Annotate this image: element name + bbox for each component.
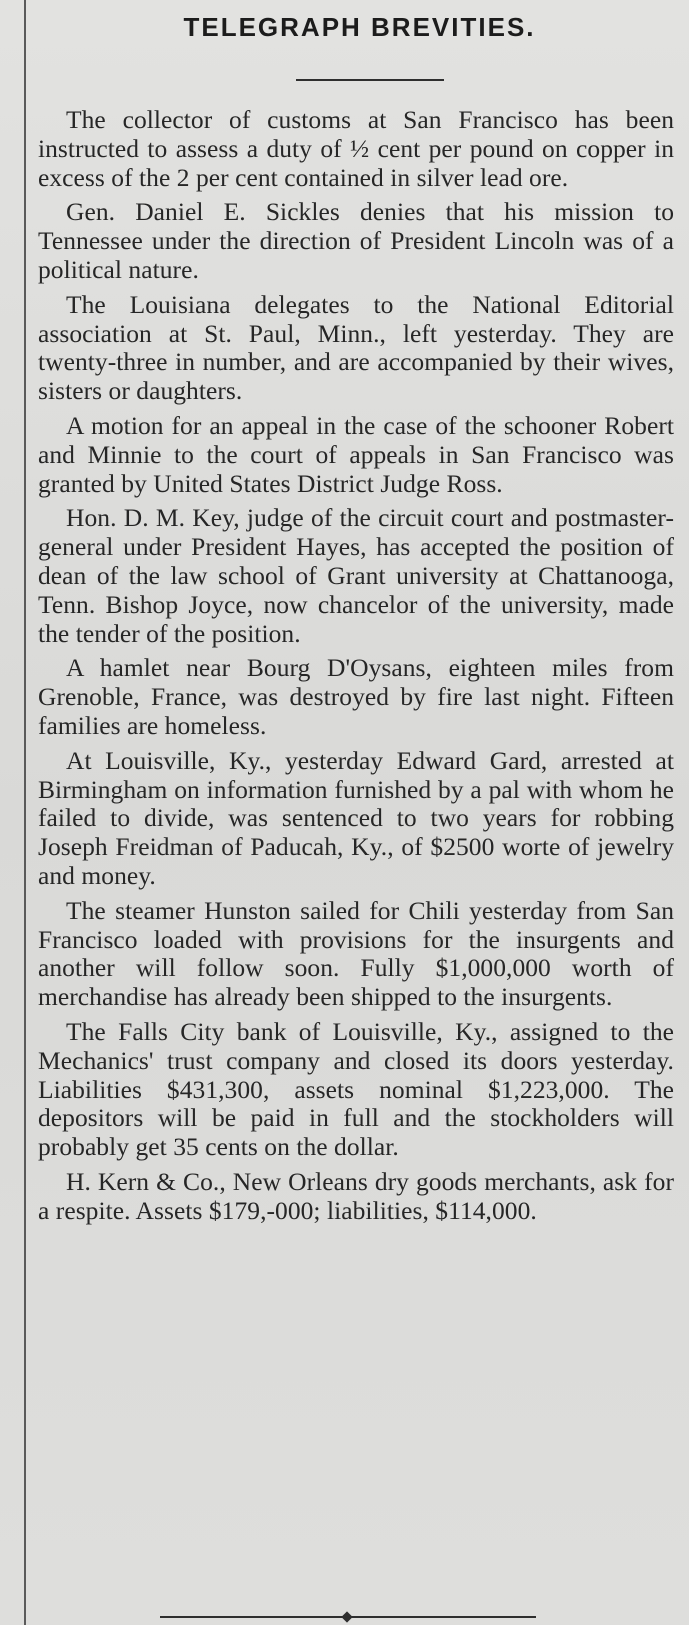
headline: TELEGRAPH BREVITIES. (183, 12, 536, 42)
footer-ornament (341, 1611, 352, 1622)
article-louisiana-delegates: The Louisiana delegates to the National Editorial association at St. Paul, Minn., left yesterday. They are twenty-three in number, and are accompanied by their wives, sisters or daughters. (38, 289, 674, 406)
article-sickles: Gen. Daniel E. Sickles denies that his mission to Tennessee under the direction of President Lincoln was of a political nature. (38, 197, 674, 284)
article-steamer-chili: The steamer Hunston sailed for Chili yesterday from San Francisco loaded with provisions for the insurgents and another will follow soon. Fully $1,000,000 worth of merchandise has already been shipped to the insurgents. (38, 895, 674, 1012)
article-falls-city-bank: The Falls City bank of Louisville, Ky., assigned to the Mechanics' trust company and closed its doors yesterday. Liabilities $431,300, assets nominal $1,223,000. The depositors will be paid in full and the stockholders will probably get 35 cents on the dollar. (38, 1016, 674, 1162)
column-rule (24, 0, 26, 1625)
article-gard-sentence: At Louisville, Ky., yesterday Edward Gard, arrested at Birmingham on information furnished by a pal with whom he failed to divide, was sentenced to two years for robbing Joseph Freidman of Paducah, Ky., of $2500 worte of jewelry and money. (38, 745, 674, 890)
article-key-dean: Hon. D. M. Key, judge of the circuit court and postmaster-general under President Hayes, has accepted the position of dean of the law school of Grant university at Chattanooga, Tenn. Bishop Joyce, now chancelor of the university, made the tender of the position. (38, 503, 674, 648)
article-list (38, 106, 674, 1231)
article-schooner-appeal: A motion for an appeal in the case of the schooner Robert and Minnie to the court of appeals in San Francisco was granted by United States District Judge Ross. (38, 410, 674, 498)
article-customs-copper: The collector of customs at San Francisco has been instructed to assess a duty of ½ cent per pound on copper in excess of the 2 per cent contained in silver lead ore. (38, 105, 674, 192)
headline-rule (296, 79, 444, 81)
article-hamlet-fire: A hamlet near Bourg D'Oysans, eighteen miles from Grenoble, France, was destroyed by fire last night. Fifteen families are homeless. (38, 653, 674, 740)
article-kern-respite: H. Kern & Co., New Orleans dry goods merchants, ask for a respite. Assets $179,-000; liabilities, $114,000. (38, 1166, 674, 1225)
